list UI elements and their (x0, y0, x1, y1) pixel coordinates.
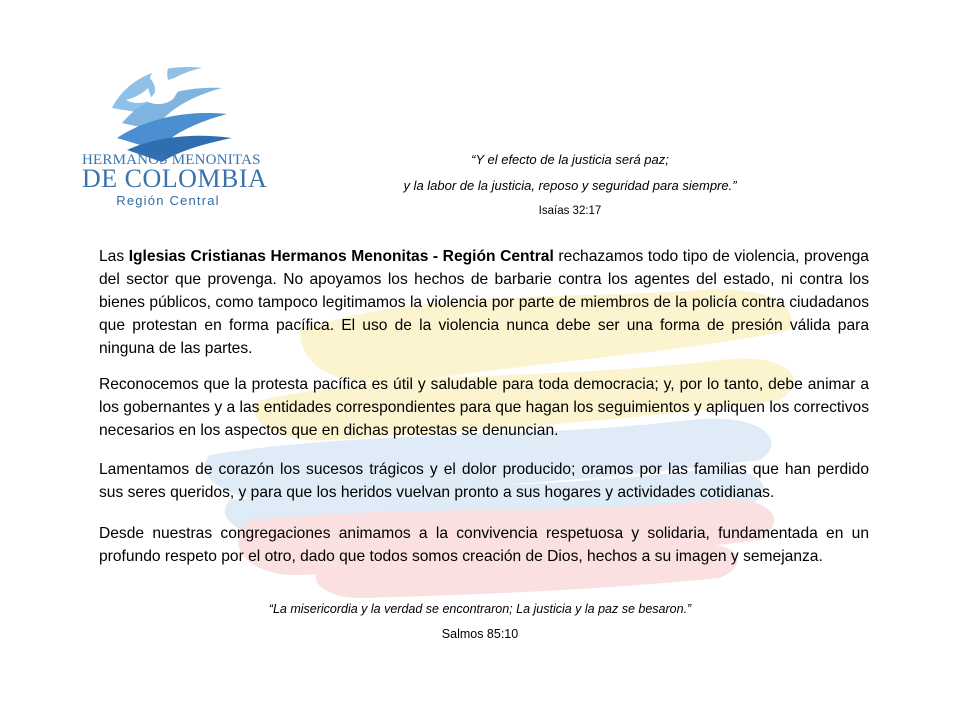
logo-name-line1: HERMANOS MENONITAS (82, 152, 261, 168)
logo-region: Región Central (116, 193, 220, 208)
verse-top-reference: Isaías 32:17 (538, 205, 602, 217)
paragraph-1-intro: Las (99, 248, 129, 265)
organization-logo (82, 38, 268, 210)
paragraph-2: Reconocemos que la protesta pacífica es útil y saludable para toda democracia; y, por lo tanto, debe animar a los gobernantes y a las entidades correspondientes para que hagan los seguimientos y apliquen los correctivos necesarios en los aspectos que en dichas protestas se denuncian. (99, 376, 869, 439)
paragraph-4: Desde nuestras congregaciones animamos a la convivencia respetuosa y solidaria, fundamentada en un profundo respeto por el otro, dado que todos somos creación de Dios, hechos a su imagen y semejanza. (99, 525, 869, 565)
paragraph-1-rest: rechazamos todo tipo de violencia, provenga del sector que provenga. No apoyamos los hechos de barbarie contra los agentes del estado, ni contra los bienes públicos, como tampoco legitimamos la violencia por parte de miembros de la policía contra ciudadanos que protestan en forma pacífica. El uso de la violencia nunca debe ser una forma de presión válida para ninguna de las partes. (99, 248, 869, 357)
verse-bottom: “La misericordia y la verdad se encontraron; La justicia y la paz se besaron.” (268, 602, 692, 616)
paragraph-1 (99, 245, 869, 360)
verse-top-line1: “Y el efecto de la justicia será paz; (471, 152, 669, 167)
church-name: Iglesias Cristianas Hermanos Menonitas - Región Central (128, 248, 554, 265)
logo-name-line2: DE COLOMBIA (82, 164, 268, 193)
verse-bottom-reference: Salmos 85:10 (441, 627, 519, 641)
verse-top-line2: y la labor de la justicia, reposo y seguridad para siempre.” (403, 178, 737, 193)
paragraph-3: Lamentamos de corazón los sucesos trágicos y el dolor producido; oramos por las familias que han perdido sus seres queridos, y para que los heridos vuelvan pronto a sus hogares y actividades cotidianas. (99, 461, 869, 501)
